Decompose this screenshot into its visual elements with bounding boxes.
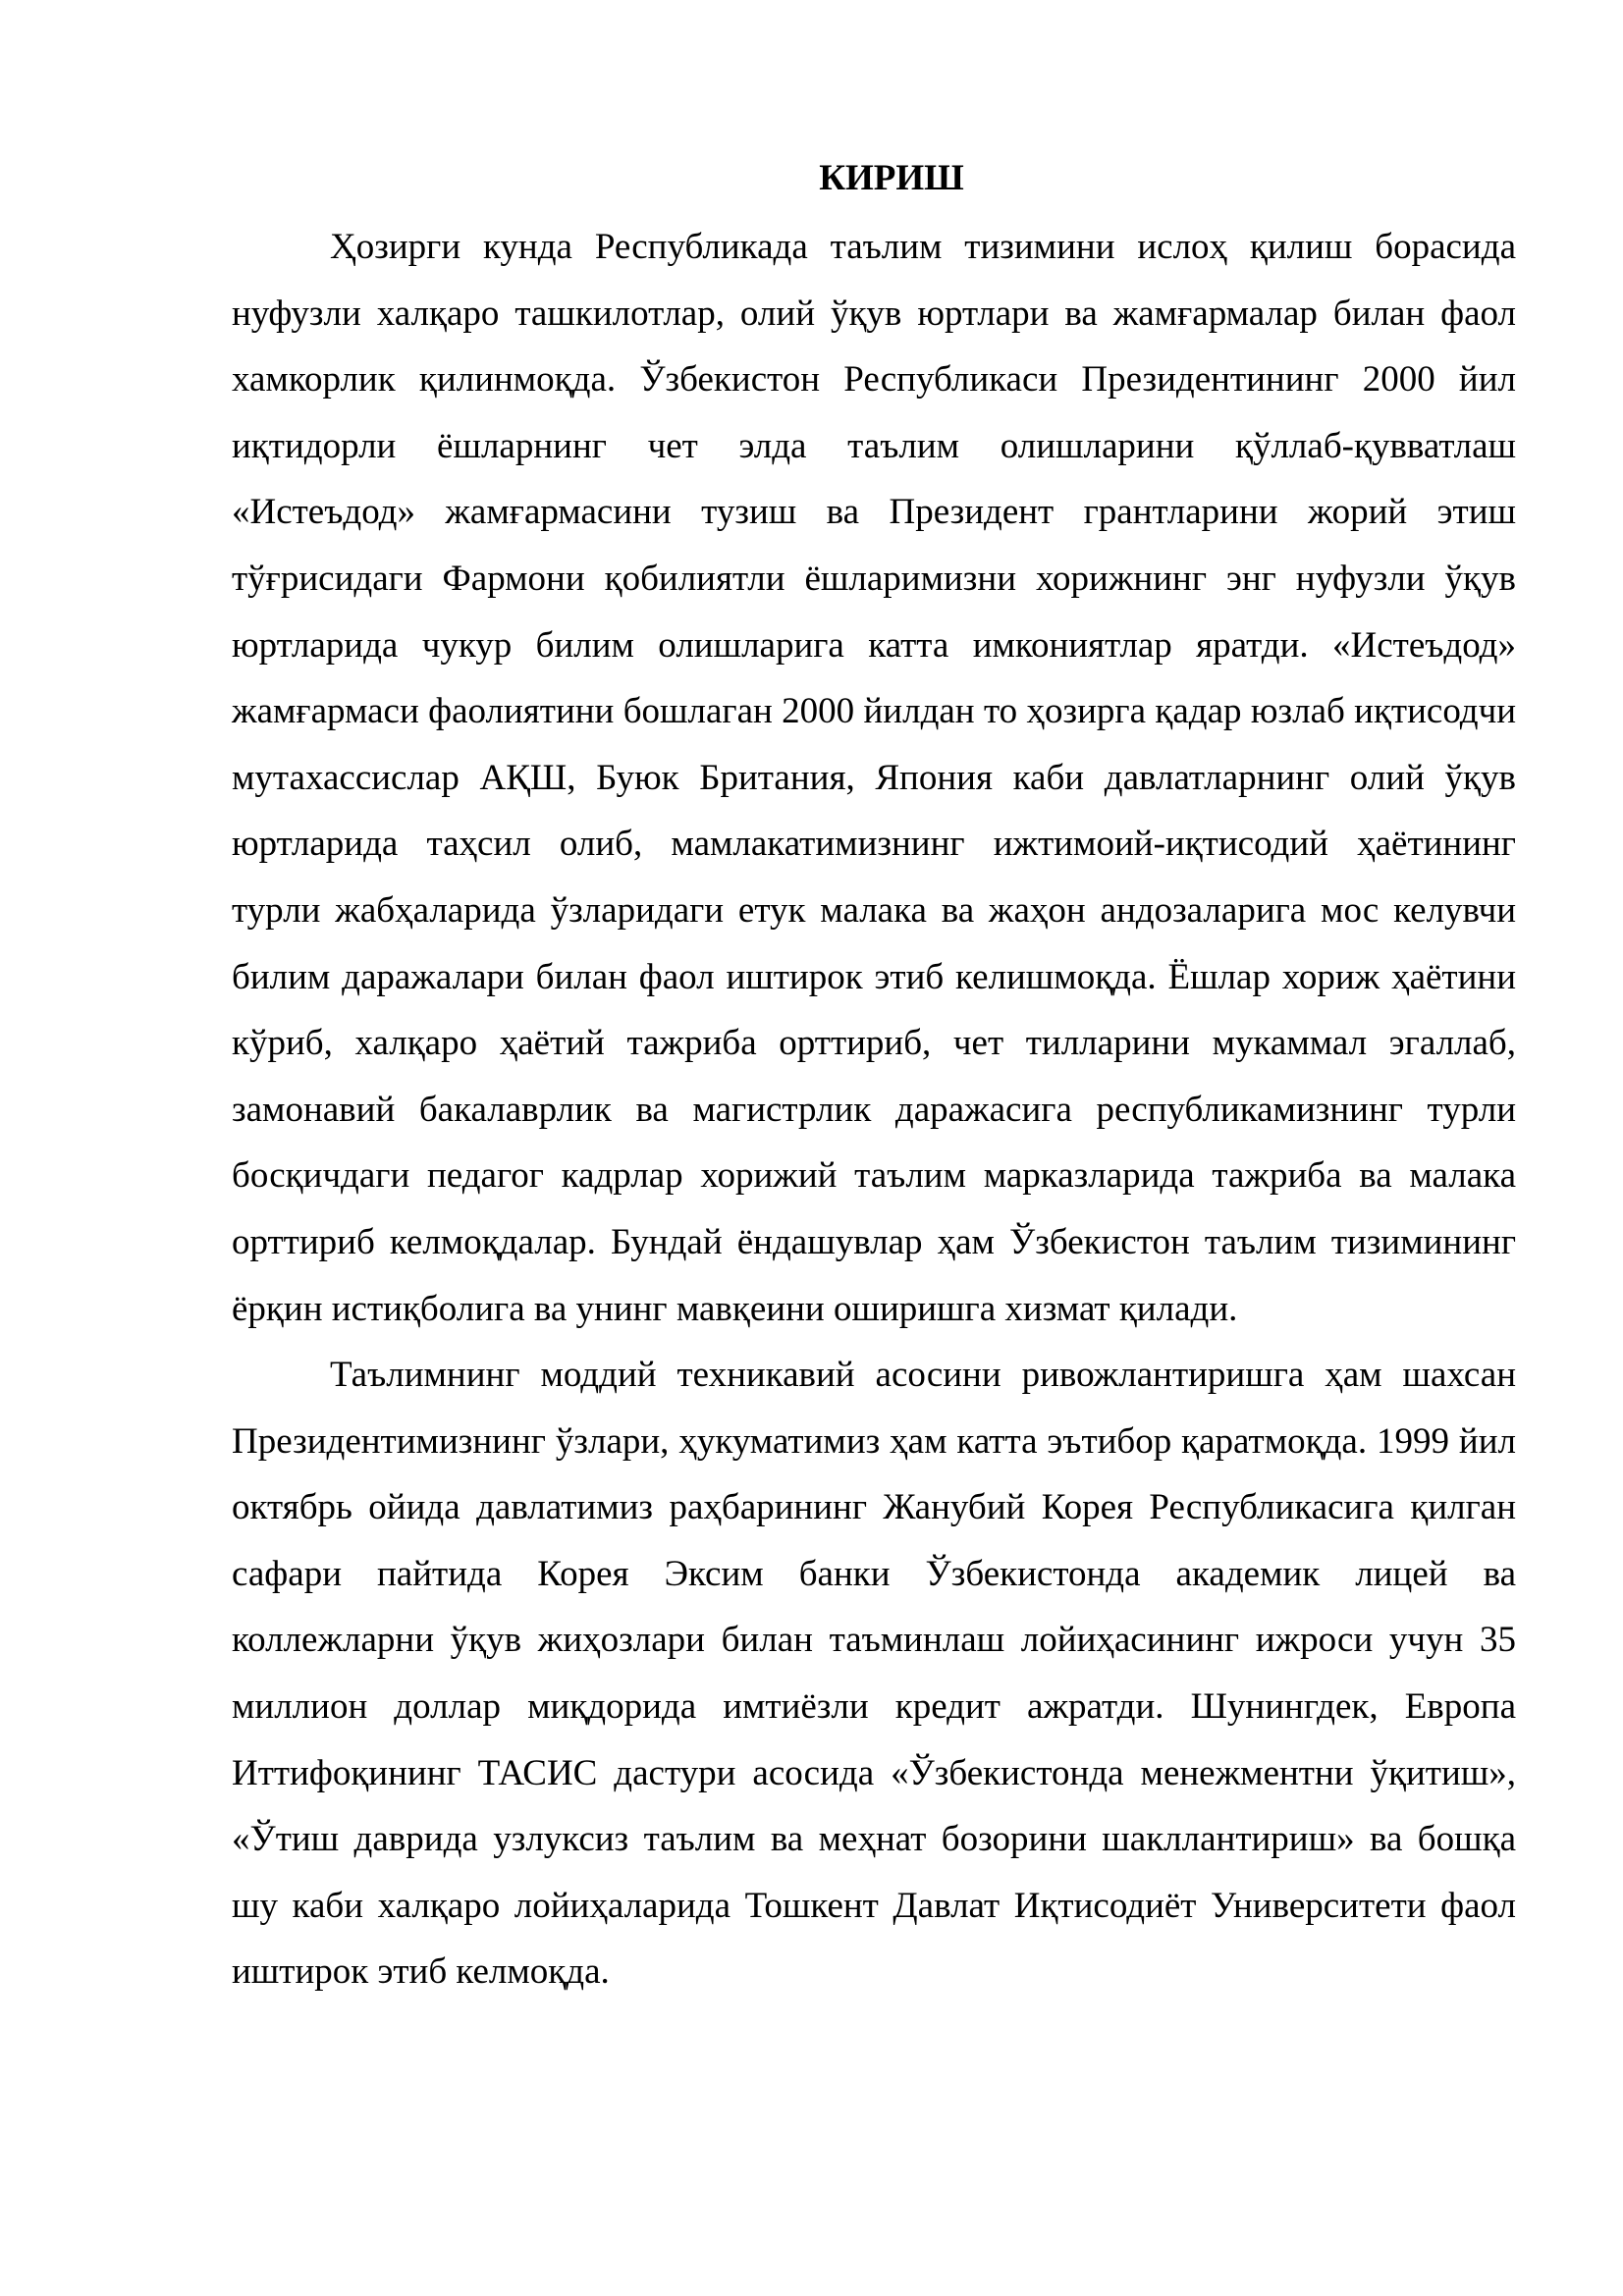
body-text [232, 214, 1516, 2005]
paragraph-2: Таълимнинг моддий техникавий асосини ривожлантиришга ҳам шахсан Президентимизнинг ўзлари, ҳукуматимиз ҳам катта эътибор қаратмоқда. 1999 йил октябрь ойида давлатимиз раҳбарининг Жанубий Корея Республикасига қилган сафари пайтида Корея Эксим банки Ўзбекистонда академик лицей ва коллежларни ўқув жиҳозлари билан таъминлаш лойиҳасининг ижроси учун 35 миллион доллар миқдорида имтиёзли кредит ажратди. Шунингдек, Европа Иттифоқининг ТАСИС дастури асосида «Ўзбекистонда менежментни ўқитиш», «Ўтиш даврида узлуксиз таълим ва меҳнат бозорини шакллантириш» ва бошқа шу каби халқаро лойиҳаларида Тошкент Давлат Иқтисодиёт Университети фаол иштирок этиб келмоқда. [232, 1355, 1516, 1993]
page-heading: КИРИШ [819, 158, 964, 198]
paragraph-1: Ҳозирги кунда Республикада таълим тизимини ислоҳ қилиш борасида нуфузли халқаро ташкилотлар, олий ўқув юртлари ва жамғармалар билан фаол хамкорлик қилинмоқда. Ўзбекистон Республикаси Президентининг 2000 йил иқтидорли ёшларнинг чет элда таълим олишларини қўллаб-қувватлаш «Истеъдод» жамғармасини тузиш ва Президент грантларини жорий этиш тўғрисидаги Фармони қобилиятли ёшларимизни хорижнинг энг нуфузли ўқув юртларида чукур билим олишларига катта имкониятлар яратди. «Истеъдод» жамғармаси фаолиятини бошлаган 2000 йилдан то ҳозирга қадар юзлаб иқтисодчи мутахассислар АҚШ, Буюк Британия, Япония каби давлатларнинг олий ўқув юртларида таҳсил олиб, мамлакатимизнинг ижтимоий-иқтисодий ҳаётининг турли жабҳаларида ўзларидаги етук малака ва жаҳон андозаларига мос келувчи билим даражалари билан фаол иштирок этиб келишмоқда. Ёшлар хориж ҳаётини кўриб, халқаро ҳаётий тажриба орттириб, чет тилларини мукаммал эгаллаб, замонавий бакалаврлик ва магистрлик даражасига республикамизнинг турли босқичдаги педагог кадрлар хорижий таълим марказларида тажриба ва малака орттириб келмоқдалар. Бундай ёндашувлар ҳам Ўзбекистон таълим тизимининг ёрқин истиқболига ва унинг мавқеини оширишга хизмат қилади. [232, 227, 1516, 1329]
